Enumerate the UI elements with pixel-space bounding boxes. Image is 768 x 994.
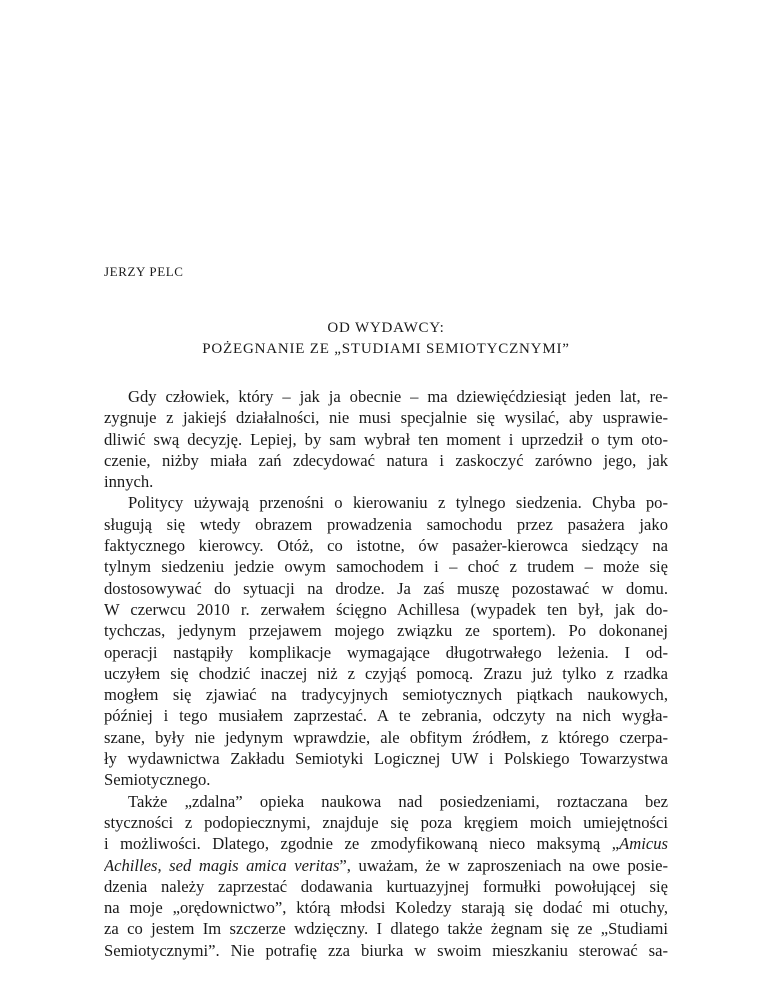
text-line: Gdy człowiek, który – jak ja obecnie – ma dziewięćdziesiąt jeden lat, re-: [128, 387, 668, 406]
text-line: ły wydawnictwa Zakładu Semiotyki Logicznej UW i Polskiego Towarzystwa: [104, 749, 668, 769]
title-line-1: OD WYDAWCY:: [327, 320, 445, 336]
text-line: czenie, niżby miała zań zdecydować natura i zaskoczyć zarówno jego, jak: [104, 450, 668, 470]
italic-segment: Amicus: [619, 834, 668, 854]
text-line: sługują się wtedy obrazem prowadzenia samochodu przez pasażera jako: [104, 514, 668, 534]
text-line: Politycy używają przenośni o kierowaniu z tylnego siedzenia. Chyba po-: [128, 493, 668, 513]
text-line: dliwić swą decyzję. Lepiej, by sam wybrał ten moment i uprzedził o tym oto-: [104, 429, 668, 449]
text-line: Semiotycznymi”. Nie potrafię zza biurka w swoim mieszkaniu sterować sa-: [104, 940, 668, 960]
text-line: na moje „orędownictwo”, którą młodsi Koledzy starają się dodać mi otuchy,: [104, 898, 668, 918]
text-line: dostosowywać do sytuacji na drodze. Ja zaś muszę pozostawać w domu.: [104, 578, 668, 598]
text-line: tychczas, jedynym przejawem mojego związku ze sportem). Po dokonanej: [104, 621, 668, 641]
text-line: Semiotycznego.: [104, 770, 211, 790]
paragraph-2: [104, 492, 668, 790]
paragraph-3: [104, 791, 668, 961]
text-line: Także „zdalna” opieka naukowa nad posiedzeniami, roztaczana bez: [128, 791, 668, 811]
text-line: styczności z podopiecznymi, znajduje się poza kręgiem moich umiejętności: [104, 812, 668, 832]
text-line: później i tego musiałem zaprzestać. A te zebrania, odczyty na nich wygła-: [104, 706, 668, 726]
article-title: [104, 318, 668, 360]
text-segment: ”, uważam, że w zaproszeniach na owe posie-: [339, 855, 668, 875]
article-body: [104, 386, 668, 961]
paragraph-1: [104, 386, 668, 492]
text-line: faktycznego kierowcy. Otóż, co istotne, ów pasażer-kierowca siedzący na: [104, 536, 668, 556]
text-line-with-italic: [104, 855, 668, 876]
text-line: operacji nastąpiły komplikacje wymagające długotrwałego leżenia. I od-: [104, 642, 668, 662]
italic-segment: Achilles, sed magis amica veritas: [104, 855, 340, 875]
text-line: zygnuje z jakiejś działalności, nie musi specjalnie się wysilać, aby usprawie-: [104, 408, 668, 428]
text-line-with-italic: [104, 833, 668, 854]
text-line: W czerwcu 2010 r. zerwałem ścięgno Achillesa (wypadek ten był, jak do-: [104, 599, 668, 619]
text-line: za co jestem Im szczerze wdzięczny. I dlatego także żegnam się ze „Studiami: [104, 919, 668, 939]
title-line-2: POŻEGNANIE ZE „STUDIAMI SEMIOTYCZNYMI”: [202, 341, 570, 357]
text-line: tylnym siedzeniu jedzie owym samochodem i – choć z trudem – może się: [104, 557, 668, 577]
text-segment: i możliwości. Dlatego, zgodnie ze zmodyfikowaną nieco maksymą „: [104, 834, 620, 854]
text-line: mogłem się zjawiać na tradycyjnych semiotycznych piątkach naukowych,: [104, 685, 668, 705]
text-line: dzenia należy zaprzestać dodawania kurtuazyjnej formułki powołującej się: [104, 876, 668, 896]
text-line: szane, były nie jedynym wprawdzie, ale obfitym źródłem, z którego czerpa-: [104, 727, 668, 747]
author-name: JERZY PELC: [104, 264, 184, 279]
text-line: innych.: [104, 472, 154, 492]
text-line: uczyłem się chodzić inaczej niż z czyjąś pomocą. Zrazu już tylko z rzadka: [104, 663, 668, 683]
